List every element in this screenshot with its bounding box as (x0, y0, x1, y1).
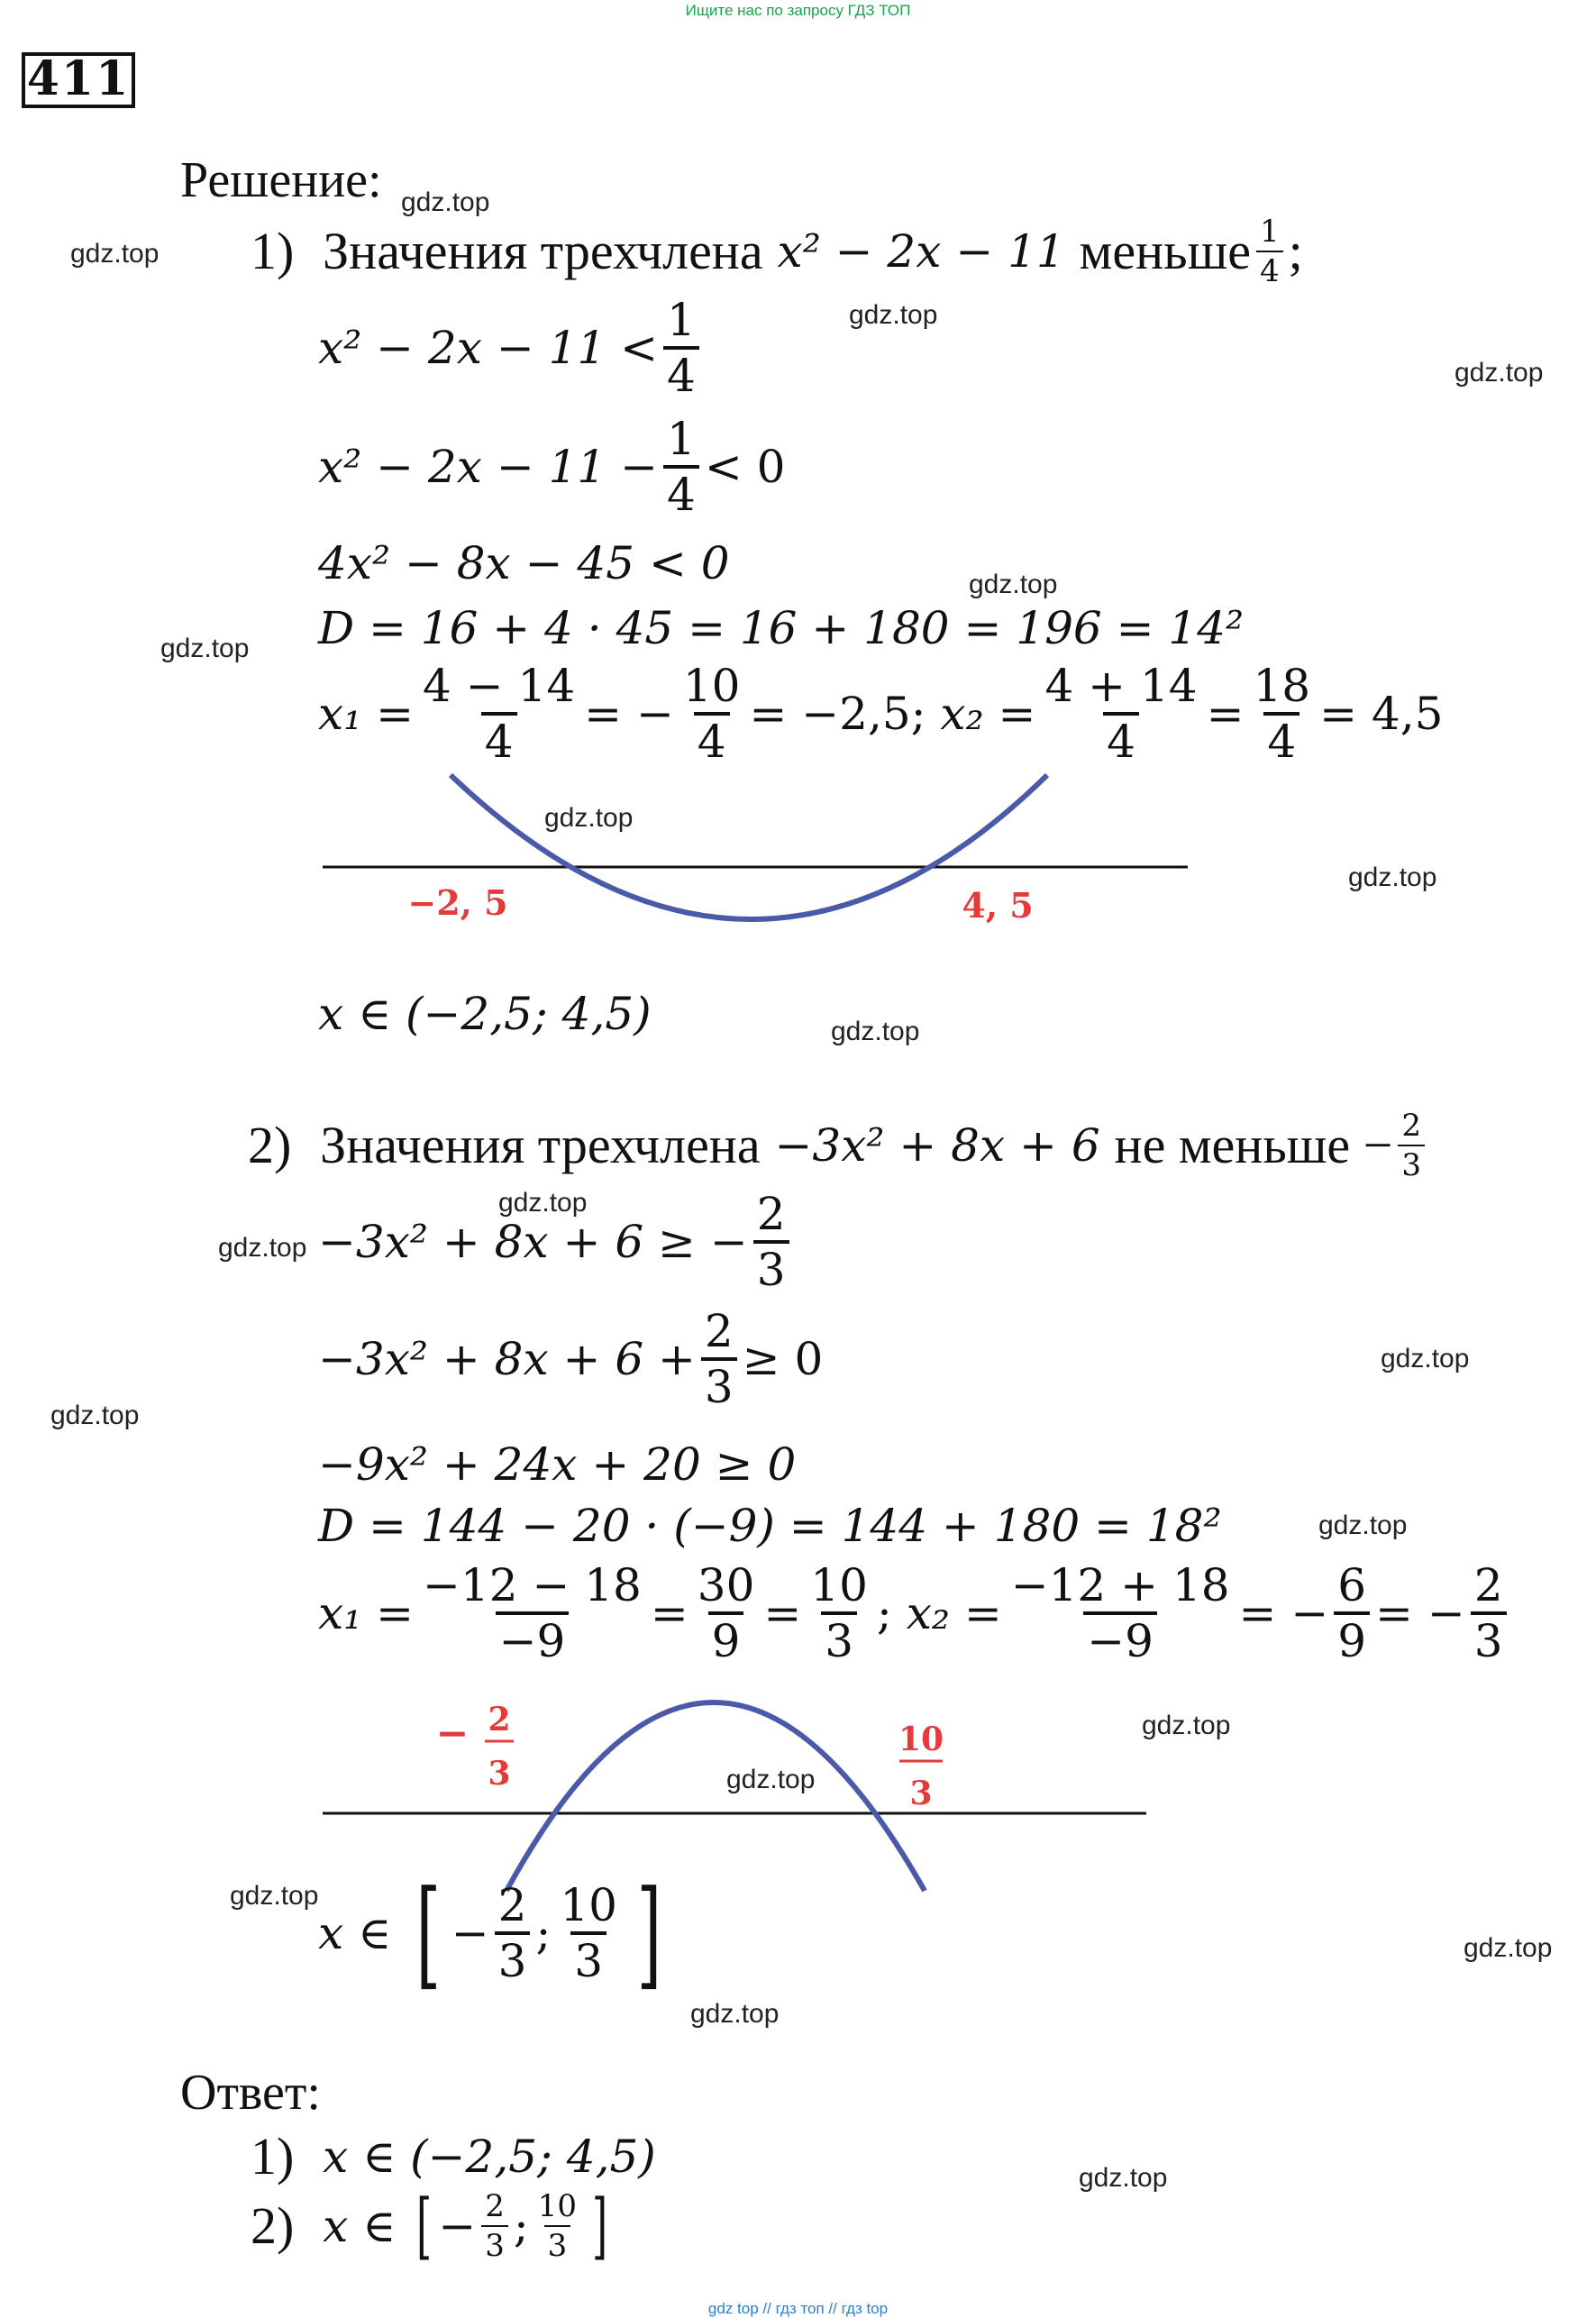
part2-root-right-num: 10 (898, 1720, 944, 1758)
watermark: gdz.top (1079, 2163, 1168, 2193)
part1-x2-value: = 4,5 (1319, 688, 1444, 740)
watermark: gdz.top (690, 1999, 780, 2029)
watermark: gdz.top (849, 300, 938, 330)
left-bracket: [ (415, 1865, 442, 2002)
answer-1-num: 1) (251, 2127, 295, 2186)
part1-line3 (318, 537, 730, 589)
part1-x1-label: x₁ = (318, 688, 415, 740)
part1-answer-text: x ∈ (−2,5; 4,5) (318, 988, 652, 1040)
solution-heading: Решение: (180, 152, 382, 208)
part2-x2-label: x₂ = (906, 1587, 1002, 1639)
part2-statement (248, 1110, 1430, 1181)
part2-line2-left: −3x² + 8x + 6 + (318, 1333, 696, 1385)
answer-2-minus: − (438, 2200, 477, 2252)
part1-num: 1) (251, 222, 295, 280)
part2-line2-right: ≥ 0 (742, 1333, 824, 1385)
watermark: gdz.top (726, 1765, 816, 1794)
part2-semicolon: ; (876, 1587, 892, 1639)
part1-statement (251, 216, 1303, 287)
part1-x1-value: = −2,5; (749, 688, 926, 740)
part2-root-left-den: 3 (488, 1755, 511, 1793)
watermark: gdz.top (1455, 358, 1544, 388)
part2-answer-f2: $\frac{10}{3}$ (560, 1879, 617, 1987)
watermark: gdz.top (1318, 1510, 1408, 1540)
watermark: gdz.top (498, 1188, 588, 1218)
part2-line1-left: −3x² + 8x + 6 ≥ − (318, 1216, 748, 1268)
part2-root-right-den: 3 (909, 1775, 933, 1812)
part1-line3-text: 4x² − 8x − 45 < 0 (318, 537, 730, 589)
part1-cmp: меньше (1079, 222, 1251, 280)
watermark: gdz.top (401, 187, 490, 217)
answer-2-semicolon: ; (513, 2200, 529, 2252)
part2-words: Значения трехчлена (320, 1116, 761, 1174)
part1-poly: x² − 2x − 11 (777, 225, 1065, 278)
part1-parabola (451, 775, 1047, 919)
part1-root-left-label: −2, 5 (407, 882, 508, 923)
part1-eq: = (1206, 688, 1245, 740)
part1-roots (318, 660, 1444, 768)
part1-line1-frac: $\frac{1}{4}$ (663, 297, 699, 398)
watermark: gdz.top (230, 1881, 319, 1911)
answer-2-f1: $\frac{2}{3}$ (481, 2191, 508, 2261)
part2-cmp: не меньше − (1114, 1116, 1393, 1174)
part2-answer-prefix: x ∈ (318, 1907, 392, 1959)
part2-line4-text: D = 144 − 20 · (−9) = 144 + 180 = 18² (318, 1500, 1222, 1552)
part2-answer-semicolon: ; (535, 1907, 552, 1959)
part2-roots (318, 1559, 1512, 1667)
part1-f2: $\frac{10}{4}$ (682, 660, 741, 768)
part1-line2-frac: $\frac{1}{4}$ (663, 416, 699, 517)
part2-f2: $\frac{30}{9}$ (697, 1559, 755, 1667)
answer-2-f2: $\frac{10}{3}$ (537, 2188, 578, 2264)
part2-line2-frac: $\frac{2}{3}$ (701, 1309, 737, 1410)
part2-line4 (318, 1500, 1222, 1552)
part2-f5: $\frac{6}{9}$ (1334, 1563, 1370, 1664)
watermark: gdz.top (831, 1017, 920, 1046)
part2-line2 (318, 1305, 824, 1413)
part2-statement-frac: $\frac{2}{3}$ (1398, 1110, 1425, 1181)
part2-root-left-minus: − (435, 1711, 470, 1757)
watermark: gdz.top (544, 803, 634, 833)
watermark: gdz.top (1142, 1711, 1231, 1740)
watermark: gdz.top (1381, 1344, 1470, 1373)
answer-2 (251, 2184, 614, 2268)
bottom-banner: gdz top // гдз топ // гдз top (707, 2300, 889, 2317)
part1-parabola-graph (315, 766, 1199, 946)
part1-line2 (318, 413, 786, 521)
part1-eq-minus: = − (584, 688, 674, 740)
watermark: gdz.top (50, 1401, 140, 1430)
part1-root-right-label: 4, 5 (962, 885, 1034, 926)
part2-line1 (318, 1188, 795, 1296)
part1-statement-frac: $\frac{1}{4}$ (1256, 216, 1283, 287)
part2-eq-a: = (650, 1587, 689, 1639)
answer-1-text: x ∈ (−2,5; 4,5) (323, 2131, 656, 2183)
part1-line1 (318, 294, 705, 402)
part2-f6: $\frac{2}{3}$ (1471, 1563, 1507, 1664)
part2-f1: $\frac{-12 - 18}{-9}$ (423, 1559, 642, 1667)
part2-eq-b: = (763, 1587, 802, 1639)
part2-line3 (318, 1438, 797, 1491)
part2-x1-label: x₁ = (318, 1587, 415, 1639)
answer-2-prefix: x ∈ (323, 2200, 397, 2252)
part2-poly: −3x² + 8x + 6 (774, 1119, 1100, 1172)
part2-root-left-num: 2 (488, 1701, 511, 1738)
part1-line2-left: x² − 2x − 11 − (318, 441, 659, 493)
part1-answer-line (318, 988, 652, 1040)
part2-eq-minus-a: = − (1238, 1587, 1329, 1639)
part1-line4 (318, 602, 1245, 654)
part2-parabola (506, 1702, 925, 1891)
part2-answer-f1: $\frac{2}{3}$ (495, 1883, 531, 1984)
part1-line1-left: x² − 2x − 11 < (318, 322, 659, 374)
watermark: gdz.top (160, 634, 250, 663)
watermark: gdz.top (1464, 1933, 1553, 1963)
top-banner: Ищите нас по запросу ГДЗ ТОП (685, 2, 911, 19)
answer-heading: Ответ: (180, 2065, 321, 2121)
part1-statement-end: ; (1288, 222, 1303, 280)
part2-answer-minus: − (451, 1907, 489, 1959)
part1-line2-right: < 0 (704, 441, 786, 493)
part1-f4: $\frac{18}{4}$ (1253, 660, 1311, 768)
watermark: gdz.top (70, 239, 160, 269)
part2-f4: $\frac{-12 + 18}{-9}$ (1010, 1559, 1230, 1667)
part2-eq-minus-b: = − (1375, 1587, 1465, 1639)
part2-line3-text: −9x² + 24x + 20 ≥ 0 (318, 1438, 797, 1491)
watermark: gdz.top (218, 1233, 307, 1263)
left-bracket: [ (416, 2184, 433, 2268)
part1-words: Значения трехчлена (323, 222, 763, 280)
part2-f3: $\frac{10}{3}$ (810, 1559, 868, 1667)
part2-answer-line (318, 1865, 672, 2002)
answer-2-num: 2) (251, 2196, 295, 2255)
part1-f3: $\frac{4 + 14}{4}$ (1044, 660, 1198, 768)
part1-f1: $\frac{4 - 14}{4}$ (423, 660, 576, 768)
problem-number: 411 (22, 52, 135, 108)
part1-x2-label: x₂ = (940, 688, 1036, 740)
part1-line4-text: D = 16 + 4 · 45 = 16 + 180 = 196 = 14² (318, 602, 1245, 654)
watermark: gdz.top (1348, 862, 1437, 892)
part2-line1-frac: $\frac{2}{3}$ (753, 1191, 789, 1292)
right-bracket: ] (592, 2184, 608, 2268)
part2-parabola-graph (315, 1685, 1163, 1893)
right-bracket: ] (636, 1865, 662, 2002)
watermark: gdz.top (969, 570, 1058, 599)
part2-num: 2) (248, 1116, 292, 1174)
answer-1 (251, 2127, 656, 2186)
